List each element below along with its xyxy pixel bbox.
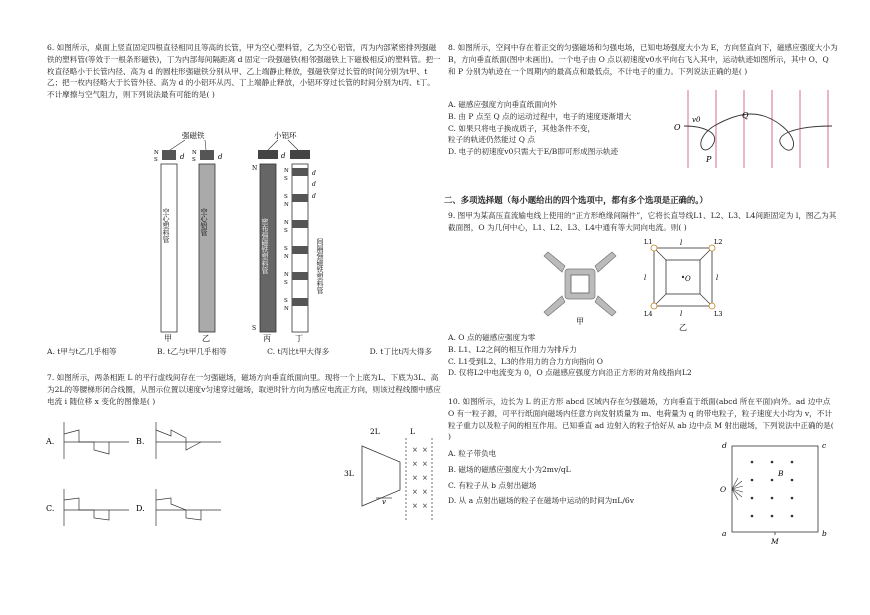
q10-stem: 10. 如图所示，边长为 L 的正方形 abcd 区域内存在匀强磁场，方向垂直于纸面(abcd 所在平面)向外。ad 边中点 O 有一粒子源，可平行纸面向磁场内任意方向发射质量为 m、电荷量为 q 的带电粒子，粒子速度大小均为 v，不计粒子重力以及粒子间的相互作用。已知垂直 ad 边射入的粒子恰好从 ab 边中点 M 射出磁场，下列说法中正确的是( ) [448, 397, 834, 442]
q9-option-d: D. 仅将L2中电流变为 0，O 点磁感应强度方向沿正方形的对角线指向L2 [448, 368, 692, 378]
svg-text:×: × [422, 460, 428, 468]
q10-option-c: C. 有粒子从 b 点射出磁场 [448, 480, 537, 490]
q6-options [47, 346, 432, 358]
q8-option-a: A. 磁感应强度方向垂直纸面向外 [448, 100, 558, 109]
q6-tube3-text: 密布强磁铁塑料管 [261, 218, 269, 274]
q8-label-v0: v0 [692, 116, 701, 124]
q6-stem: 6. 如图所示，桌面上竖直固定四根直径相同且等高的长管，甲为空心塑料管，乙为空心铝管，丙为内部紧密排列强磁铁的塑料管(等效于一根条形磁铁)，丁为内部每间隔距离 d 固定一段强磁铁(相邻强磁铁上下磁极相反)的塑料管。把一枚直径略小于长管内径、高为 d 的圆柱形强磁铁分别从甲、乙上端静止释放，强磁铁穿过长管的时间分别为t甲、t乙；把一枚内径略大于长管外径、高为 d 的小铝环从丙、丁上端静止释放，小铝环穿过长管的时间分别为t丙、t丁。不计摩擦与空气阻力，则下列说法最有可能的是( ) [47, 43, 441, 100]
q6-caption-yi: 乙 [202, 334, 210, 343]
q9-figure-yi [640, 236, 730, 332]
q6-caption-bing: 丙 [263, 334, 271, 343]
q9-label-l-right: l [716, 274, 719, 282]
svg-text:×: × [422, 488, 428, 496]
q9-label-l-top: l [680, 239, 683, 247]
svg-text:d: d [312, 170, 316, 177]
q6-caption-jia: 甲 [164, 334, 172, 343]
q7-label-d: D. [136, 504, 145, 513]
q10-label-b: b [822, 529, 827, 538]
q9-stem: 9. 图甲为某高压直流输电线上使用的“正方形绝缘间隔件”，它将长直导线L1、L2、L3、L4间距固定为 l，图乙为其截面图，O 为几何中心，L1、L2、L3、L4中通有等大同向电流。则( ) [448, 211, 837, 232]
q8-label-p: P [706, 155, 712, 164]
q6-ring-label: 小铝环 [274, 131, 297, 140]
q9-option-b: B. L1、L2之间的相互作用力为排斥力 [448, 344, 577, 354]
q10-option-b: B. 磁场的磁感应强度大小为2mv/qL [448, 464, 571, 474]
q7-dim-left: 3L [344, 469, 354, 478]
q10-options [448, 448, 708, 507]
svg-text:N: N [284, 306, 289, 312]
svg-text:×: × [422, 446, 428, 454]
svg-text:S: S [284, 176, 288, 182]
q9-option-a: A. O 点的磁感应强度为零 [448, 333, 536, 342]
q8-options [448, 99, 678, 158]
q7-stem: 7. 如图所示，两条相距 L 的平行虚线间存在一匀强磁场，磁场方向垂直纸面向里。现将一个上底为L、下底为3L、高为2L的等腰梯形闭合线圈，从图示位置以速度v匀速穿过磁场，取逆时针方向为感应电流正方向，则该过程线圈中感应电流 i 随位移 x 变化的图像是( ) [47, 373, 441, 406]
q8-stem: 8. 如图所示，空间中存在着正交的匀强磁场和匀强电场，已知电场强度大小为 E，方向竖直向下，磁感应强度大小为 B，方向垂直纸面(图中未画出)。一个电子由 O 点以初速度v0水平向右飞入其中，运动轨迹如图所示，其中 O、Q 和 P 分别为轨迹在一个周期内的最高点和最低点，不计电子的重力。下列说法正确的是( ) [448, 43, 838, 76]
q6-caption-ding: 丁 [295, 334, 303, 343]
svg-text:d: d [180, 153, 185, 161]
svg-text:S: S [284, 246, 288, 252]
q10-label-c: c [822, 441, 827, 450]
svg-text:S: S [192, 157, 196, 163]
svg-text:N: N [192, 150, 197, 156]
q10-label-b-field: B [778, 469, 784, 478]
q6-magnet-label: 强磁铁 [182, 131, 205, 140]
q7-graphs [44, 414, 334, 534]
svg-text:S: S [284, 194, 288, 200]
q9-label-l2: L2 [714, 238, 723, 246]
svg-text:d: d [312, 181, 316, 188]
q9-option-c: C. L1受到L2、L3的作用力的合力方向指向 O [448, 356, 603, 366]
q7-dim-top: 2L [370, 427, 380, 436]
svg-text:N: N [284, 254, 289, 260]
q7-label-c: C. [46, 504, 55, 513]
svg-text:S: S [252, 325, 257, 332]
q7-dim-right: L [410, 427, 415, 436]
q10-label-a: a [722, 529, 727, 538]
q9-label-o: O [685, 275, 691, 283]
q9-label-l1: L1 [644, 238, 653, 246]
q10-label-o: O [720, 485, 727, 494]
svg-text:S: S [284, 298, 288, 304]
svg-text:d: d [312, 193, 316, 200]
q6-tube1-text: 空心塑料管 [162, 208, 170, 243]
q6-tube2-text: 空心铝管 [200, 208, 208, 236]
q10-option-a: A. 粒子带负电 [448, 449, 497, 458]
q6-option-b: B. t乙与t甲几乎相等 [157, 347, 227, 356]
q8-label-q: Q [742, 111, 749, 120]
svg-text:S: S [284, 228, 288, 234]
section-2-heading: 二、多项选择题（每小题给出的四个选项中，都有多个选项是正确的。） [444, 195, 708, 205]
q8-option-b: B. 由 P 点至 Q 点的运动过程中，电子的速度逐渐增大 [448, 111, 632, 121]
q10-label-m: M [771, 537, 779, 546]
q9-figure-jia [540, 244, 620, 328]
svg-text:N: N [154, 150, 159, 156]
q7-label-b: B. [136, 437, 145, 446]
q6-option-d: D. t丁比t丙大得多 [369, 347, 432, 356]
q7-velocity: v [382, 498, 386, 506]
q8-option-c1: C. 如果只将电子换成质子，其他条件不变， [448, 123, 596, 133]
svg-text:S: S [284, 280, 288, 286]
q10-figure [712, 436, 832, 548]
q9-label-l-left: l [644, 274, 647, 282]
q9-label-l-bottom: l [680, 310, 683, 318]
q6-option-c: C. t丙比t甲大得多 [267, 347, 330, 356]
svg-text:×: × [412, 460, 418, 468]
q6-figure [140, 128, 440, 343]
q7-label-a: A. [46, 437, 55, 446]
q9-caption-jia: 甲 [576, 317, 584, 326]
q8-label-o: O [674, 123, 681, 132]
svg-text:×: × [412, 474, 418, 482]
svg-text:d: d [281, 152, 286, 160]
svg-text:N: N [252, 165, 258, 172]
svg-text:×: × [422, 474, 428, 482]
left-column [47, 42, 442, 101]
svg-text:S: S [154, 157, 158, 163]
q10-option-d: D. 从 a 点射出磁场的粒子在磁场中运动的时间为πL/6v [448, 496, 634, 506]
svg-text:N: N [284, 272, 289, 278]
q9-label-l4: L4 [644, 310, 653, 318]
q6-option-a: A. t甲与t乙几乎相等 [47, 347, 117, 356]
q9-caption-yi: 乙 [679, 323, 687, 332]
q6-tube4-text: 间隔强磁铁塑料管 [316, 238, 324, 294]
svg-text:×: × [412, 488, 418, 496]
q8-option-c2: 粒子的轨迹仍然能过 Q 点 [448, 135, 535, 145]
svg-text:d: d [218, 153, 223, 161]
q10-label-d: d [722, 441, 727, 450]
svg-text:×: × [412, 502, 418, 510]
svg-text:N: N [284, 168, 289, 174]
svg-text:N: N [284, 202, 289, 208]
svg-text:×: × [412, 446, 418, 454]
q9-label-l3: L3 [714, 310, 723, 318]
q8-figure [672, 88, 842, 170]
q7-diagram [340, 424, 440, 524]
q8-option-d: D. 电子的初速度v0只需大于E/B即可形成图示轨迹 [448, 147, 619, 157]
svg-text:N: N [284, 220, 289, 226]
svg-text:×: × [422, 502, 428, 510]
q9-options [448, 332, 838, 379]
